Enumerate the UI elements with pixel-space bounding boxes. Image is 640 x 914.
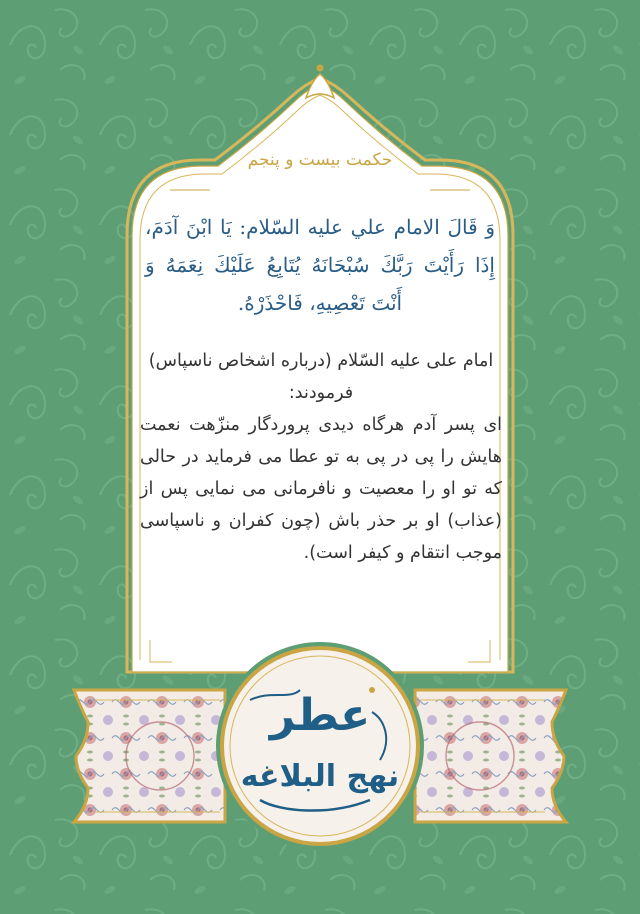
logo-text-line1: عطر [269,690,371,741]
logo-text-line2: نهج البلاغه [240,759,400,794]
nahj-al-balagha-logo [222,648,418,844]
persian-translation [140,345,502,569]
arabic-hadith-text: وَ قَالَ الامام علي عليه السّلام: يَا ابْنَ آدَمَ، إِذَا رَأَيْتَ رَبَّكَ سُبْحَانَهُ يُتَابِعُ عَلَيْكَ نِعَمَهُ وَ أَنْتَ تَعْصِيهِ، فَاحْذَرْهُ. [145,215,495,315]
translation-body: ای پسر آدم هرگاه دیدی پروردگار منزّهت نعمت هایش را پی در پی به تو عطا می فرماید در حالی که تو او را معصیت و نافرمانی می نمایی پس از (عذاب) او بر حذر باش (چون کفران و ناسپاسی موجب انتقام و کیفر است). [140,415,502,563]
translation-intro: امام علی علیه السّلام (درباره اشخاص ناسپاس) فرمودند: [148,351,494,403]
page-title: حکمت بیست و پنجم [247,150,393,170]
